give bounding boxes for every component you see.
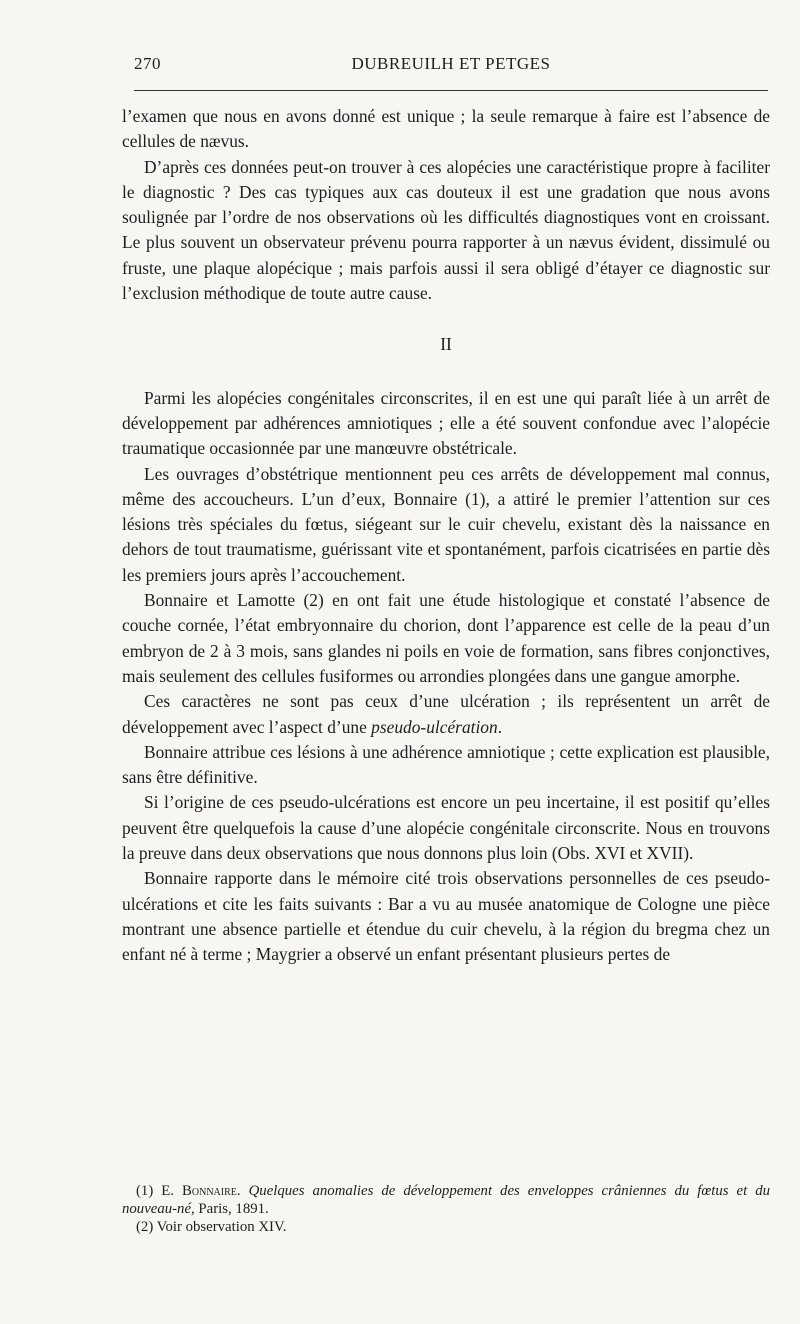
paragraph-6-end: . xyxy=(497,716,503,737)
footnote-1-title: Quelques anomalies de développement des enveloppes crâniennes du fœtus et du nouveau-né, xyxy=(122,1183,771,1217)
header-rule xyxy=(134,90,768,91)
section-heading: II xyxy=(440,334,452,355)
paragraph-4: Les ouvrages d’obstétrique mentionnent peu ces arrêts de développement mal connus, même des accoucheurs. L’un d’eux, Bonnaire (1), a attiré le premier l’attention sur ces lésions très spéciales du fœtus, siégeant sur le cuir chevelu, existant dès la naissance en dehors de tout traumatisme, guérissant vite et spontanément, parfois cicatrisées en partie dès les premiers jours après l’accouchement. xyxy=(122,463,770,585)
paragraph-7: Bonnaire attribue ces lésions à une adhérence amniotique ; cette explication est plausible, sans être définitive. xyxy=(122,741,770,788)
paragraph-6 xyxy=(122,689,770,740)
footnote-2: (2) Voir observation XIV. xyxy=(136,1219,287,1235)
footnote-1-author: Bonnaire xyxy=(182,1183,237,1199)
paragraph-3: Parmi les alopécies congénitales circonscrites, il en est une qui paraît liée à un arrêt de développement par adhérences amniotiques ; elle a été souvent confondue avec l’alopécie traumatique occasionnée par une manœuvre obstétricale. xyxy=(122,387,770,459)
running-title: DUBREUILH ET PETGES xyxy=(351,54,551,73)
footnote-1-mark: (1) E. xyxy=(136,1183,183,1199)
running-header xyxy=(134,54,768,80)
main-text xyxy=(122,104,770,968)
footnotes xyxy=(122,1182,770,1236)
footnote-1-sep: . xyxy=(236,1183,249,1199)
paragraph-8: Si l’origine de ces pseudo-ulcérations est encore un peu incertaine, il est positif qu’elles peuvent être quelquefois la cause d’une alopécie congénitale circonscrite. Nous en trouvons la preuve dans deux observations que nous donnons plus loin (Obs. XVI et XVII). xyxy=(122,792,770,864)
footnote-1-end: Paris, 1891. xyxy=(194,1201,269,1217)
paragraph-5: Bonnaire et Lamotte (2) en ont fait une étude histologique et constaté l’absence de couche cornée, l’état embryonnaire du chorion, dont l’apparence est celle de la peau d’un embryon de 2 à 3 mois, sans glandes ni poils en voie de formation, sans fibres conjonctives, mais seulement des cellules fusiformes ou arrondies plongées dans une gangue amorphe. xyxy=(122,590,770,686)
paragraph-2: D’après ces données peut-on trouver à ces alopécies une caractéristique propre à faciliter le diagnostic ? Des cas typiques aux cas douteux il est une gradation que nous avons soulignée par l’ordre de nos observations où les difficultés diagnostiques vont en croissant. Le plus souvent un observateur prévenu pourra rapporter à un nævus évident, dissimulé ou fruste, une plaque alopécique ; mais parfois aussi il sera obligé d’étayer ce diagnostic sur l’exclusion méthodique de toute autre cause. xyxy=(122,156,770,304)
paragraph-9: Bonnaire rapporte dans le mémoire cité trois observations personnelles de ces pseudo-ulcérations et cite les faits suivants : Bar a vu au musée anatomique de Cologne une pièce montrant une absence partielle et étendue du cuir chevelu, à la région du bregma chez un enfant né à terme ; Maygrier a observé un enfant présentant plusieurs pertes de xyxy=(122,868,770,965)
page-number: 270 xyxy=(134,54,161,73)
paragraph-6-text: Ces caractères ne sont pas ceux d’une ulcération ; ils représentent un arrêt de développement avec l’aspect d’une xyxy=(122,691,770,737)
paragraph-1: l’examen que nous en avons donné est unique ; la seule remarque à faire est l’absence de cellules de nævus. xyxy=(122,106,770,152)
paragraph-6-italic: pseudo-ulcération xyxy=(371,716,498,737)
footnote-1 xyxy=(122,1182,770,1218)
